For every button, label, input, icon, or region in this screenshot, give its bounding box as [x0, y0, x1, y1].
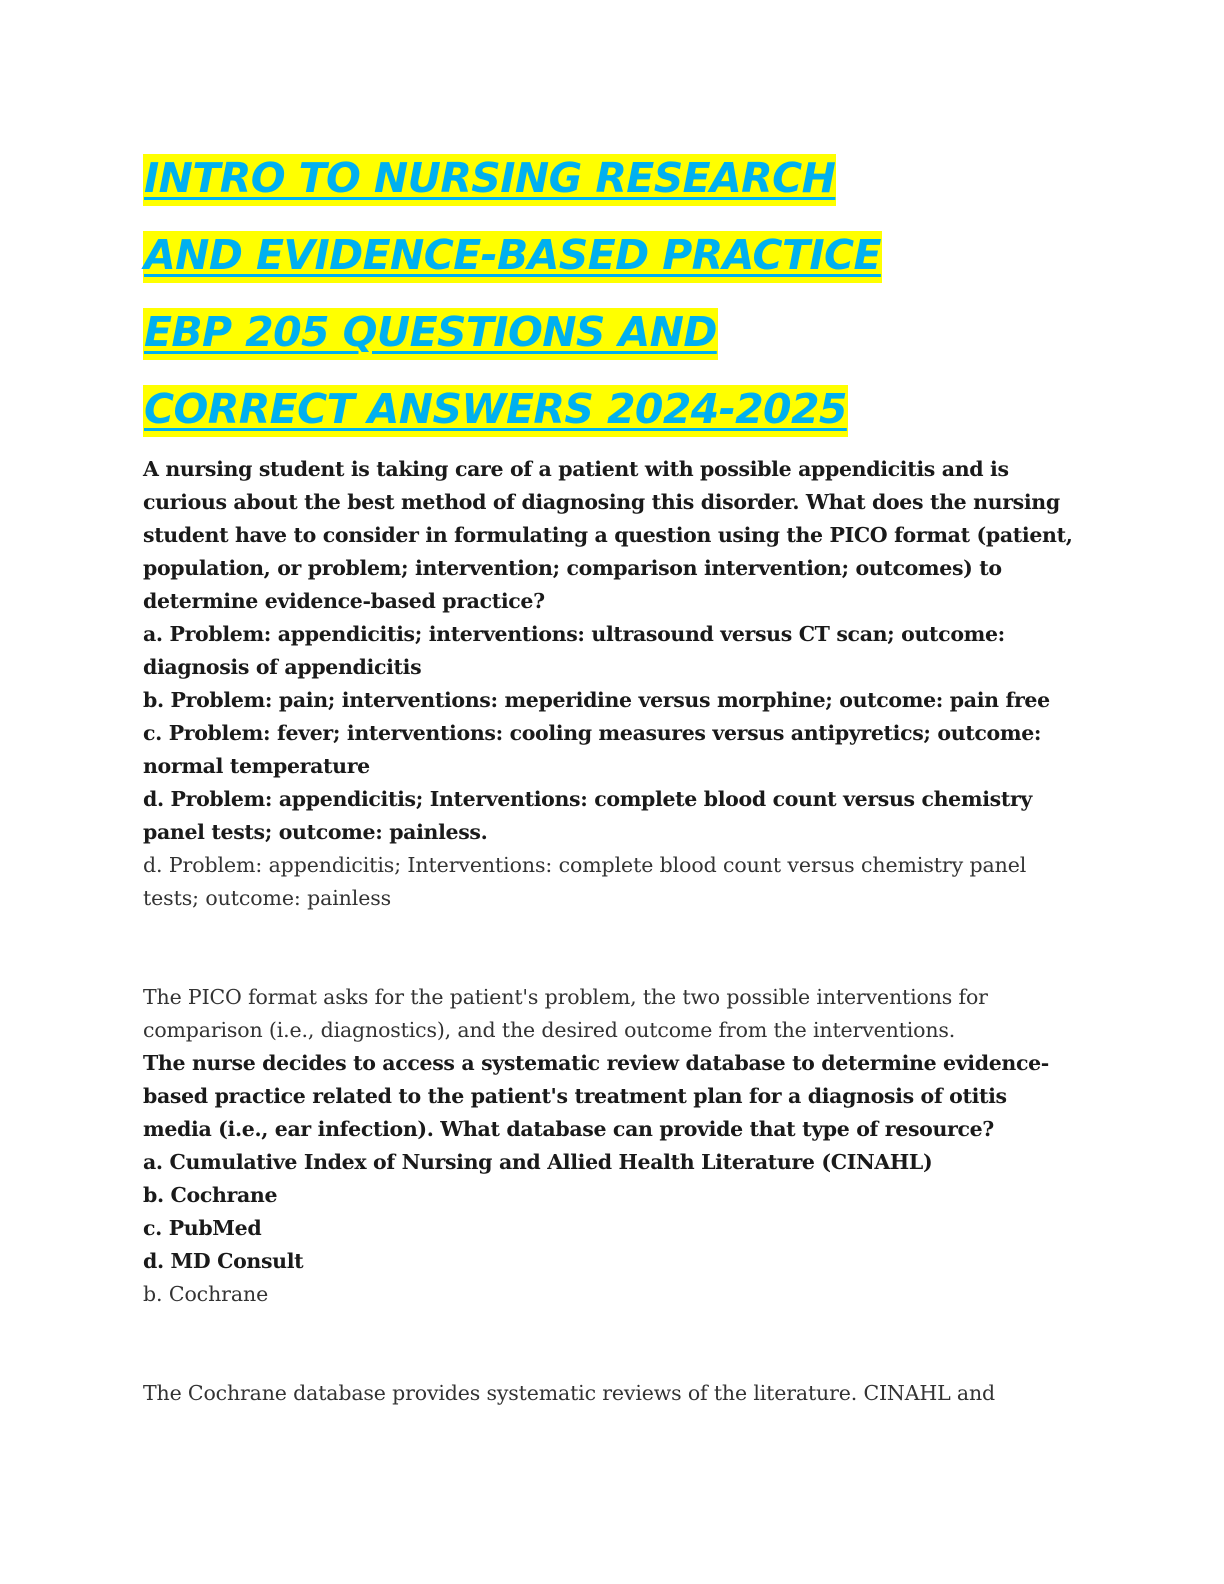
correct-answer: d. Problem: appendicitis; Interventions: complete blood count versus chemistry panel tests; outcome: painless [143, 853, 1027, 910]
answer-option: a. Cumulative Index of Nursing and Allied Health Literature (CINAHL) [143, 1150, 933, 1174]
answer-explanation: The PICO format asks for the patient's problem, the two possible interventions for comparison (i.e., diagnostics), and the desired outcome from the interventions. [143, 985, 988, 1042]
answer-option: d. Problem: appendicitis; Interventions: complete blood count versus chemistry panel tests; outcome: painless. [143, 787, 1032, 844]
question-block-2 [143, 1047, 1073, 1410]
spacer [143, 915, 1073, 981]
answer-option: b. Problem: pain; interventions: meperidine versus morphine; outcome: pain free [143, 688, 1050, 712]
answer-option: a. Problem: appendicitis; interventions: ultrasound versus CT scan; outcome: diagnosis of appendicitis [143, 622, 1005, 679]
spacer [143, 1311, 1073, 1377]
title-line: CORRECT ANSWERS 2024-2025 [143, 371, 1073, 448]
correct-answer: b. Cochrane [143, 1282, 269, 1306]
title-line: INTRO TO NURSING RESEARCH [143, 140, 1073, 217]
title-line: AND EVIDENCE-BASED PRACTICE [143, 217, 1073, 294]
question-stem: A nursing student is taking care of a patient with possible appendicitis and is curious about the best method of diagnosing this disorder. What does the nursing student have to consider in formulating a question using the PICO format (patient, population, or problem; intervention; comparison intervention; outcomes) to determine evidence-based practice? [143, 457, 1073, 613]
document-title [143, 140, 1073, 448]
answer-option: c. PubMed [143, 1216, 262, 1240]
answer-option: b. Cochrane [143, 1183, 278, 1207]
document-page [143, 140, 1073, 1410]
document-body [143, 453, 1073, 1410]
answer-explanation: The Cochrane database provides systematic reviews of the literature. CINAHL and [143, 1381, 996, 1405]
answer-option: c. Problem: fever; interventions: cooling measures versus antipyretics; outcome: normal temperature [143, 721, 1042, 778]
question-stem: The nurse decides to access a systematic review database to determine evidence-based practice related to the patient's treatment plan for a diagnosis of otitis media (i.e., ear infection). What database can provide that type of resource? [143, 1051, 1049, 1141]
title-line: EBP 205 QUESTIONS AND [143, 294, 1073, 371]
answer-option: d. MD Consult [143, 1249, 304, 1273]
question-block-1 [143, 453, 1073, 1047]
